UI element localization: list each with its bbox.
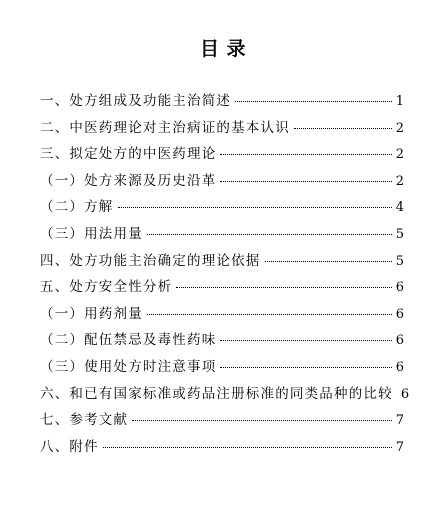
toc-entry-label: 四、处方功能主治确定的理论依据	[40, 252, 261, 269]
toc-dot-leader	[118, 207, 392, 208]
toc-entry-8	[40, 274, 404, 301]
toc-page-number: 6	[395, 333, 404, 349]
toc-page-number: 5	[395, 253, 404, 269]
toc-entry-label: （一）用药剂量	[40, 305, 143, 322]
toc-entry-label: 六、和已有国家标准或药品注册标准的同类品种的比较	[40, 385, 393, 402]
toc-page-number: 1	[395, 94, 404, 109]
toc-entry-1	[40, 88, 404, 115]
toc-entry-label: （三）使用处方时注意事项	[40, 358, 217, 375]
toc-entry-4	[40, 168, 404, 195]
toc-entry-11	[40, 354, 404, 381]
toc-entry-label: （三）用法用量	[40, 225, 143, 242]
toc-page-number: 6	[395, 306, 404, 322]
toc-entry-label: 一、处方组成及功能主治简述	[40, 93, 232, 109]
toc-entry-label: 八、附件	[40, 438, 99, 455]
toc-entry-12	[40, 381, 410, 408]
page-title: 目 录	[199, 38, 247, 60]
toc-entry-7	[40, 248, 404, 275]
toc-dot-leader	[132, 420, 392, 421]
toc-page-number: 2	[395, 173, 404, 189]
toc-entry-10	[40, 327, 404, 354]
toc-entry-13	[40, 407, 404, 434]
toc-entry-3	[40, 141, 404, 168]
toc-entry-2	[40, 115, 404, 142]
toc-entry-label: 三、拟定处方的中医药理论	[40, 146, 217, 163]
toc-dot-leader	[147, 234, 392, 235]
toc-entry-6	[40, 221, 404, 248]
table-of-contents	[40, 88, 410, 460]
toc-dot-leader	[220, 154, 391, 155]
toc-page-number: 7	[395, 413, 404, 429]
toc-dot-leader	[294, 128, 392, 129]
toc-dot-leader	[220, 340, 391, 341]
toc-entry-5	[40, 194, 404, 221]
toc-page-number: 5	[395, 226, 404, 242]
toc-dot-leader	[176, 287, 391, 288]
toc-entry-9	[40, 301, 404, 328]
toc-dot-leader	[235, 101, 392, 102]
toc-entry-label: （二）配伍禁忌及毒性药味	[40, 332, 217, 349]
toc-page-number: 2	[395, 147, 404, 163]
toc-entry-label: 七、参考文献	[40, 412, 129, 429]
toc-entry-label: 五、处方安全性分析	[40, 279, 173, 296]
toc-page-number: 6	[395, 359, 404, 375]
toc-page-number: 7	[395, 439, 404, 455]
toc-dot-leader	[103, 447, 392, 448]
toc-dot-leader	[220, 367, 391, 368]
toc-entry-label: （二）方解	[40, 199, 114, 216]
toc-dot-leader	[265, 261, 392, 262]
toc-page-number: 2	[395, 120, 404, 136]
toc-page-number: 6	[395, 280, 404, 296]
toc-dot-leader	[147, 314, 392, 315]
toc-entry-label: （一）处方来源及历史沿革	[40, 172, 217, 189]
toc-dot-leader	[220, 181, 391, 182]
toc-entry-14	[40, 434, 404, 461]
toc-page-number: 4	[395, 200, 404, 216]
toc-page-number: 6	[400, 386, 410, 402]
toc-entry-label: 二、中医药理论对主治病证的基本认识	[40, 119, 290, 136]
